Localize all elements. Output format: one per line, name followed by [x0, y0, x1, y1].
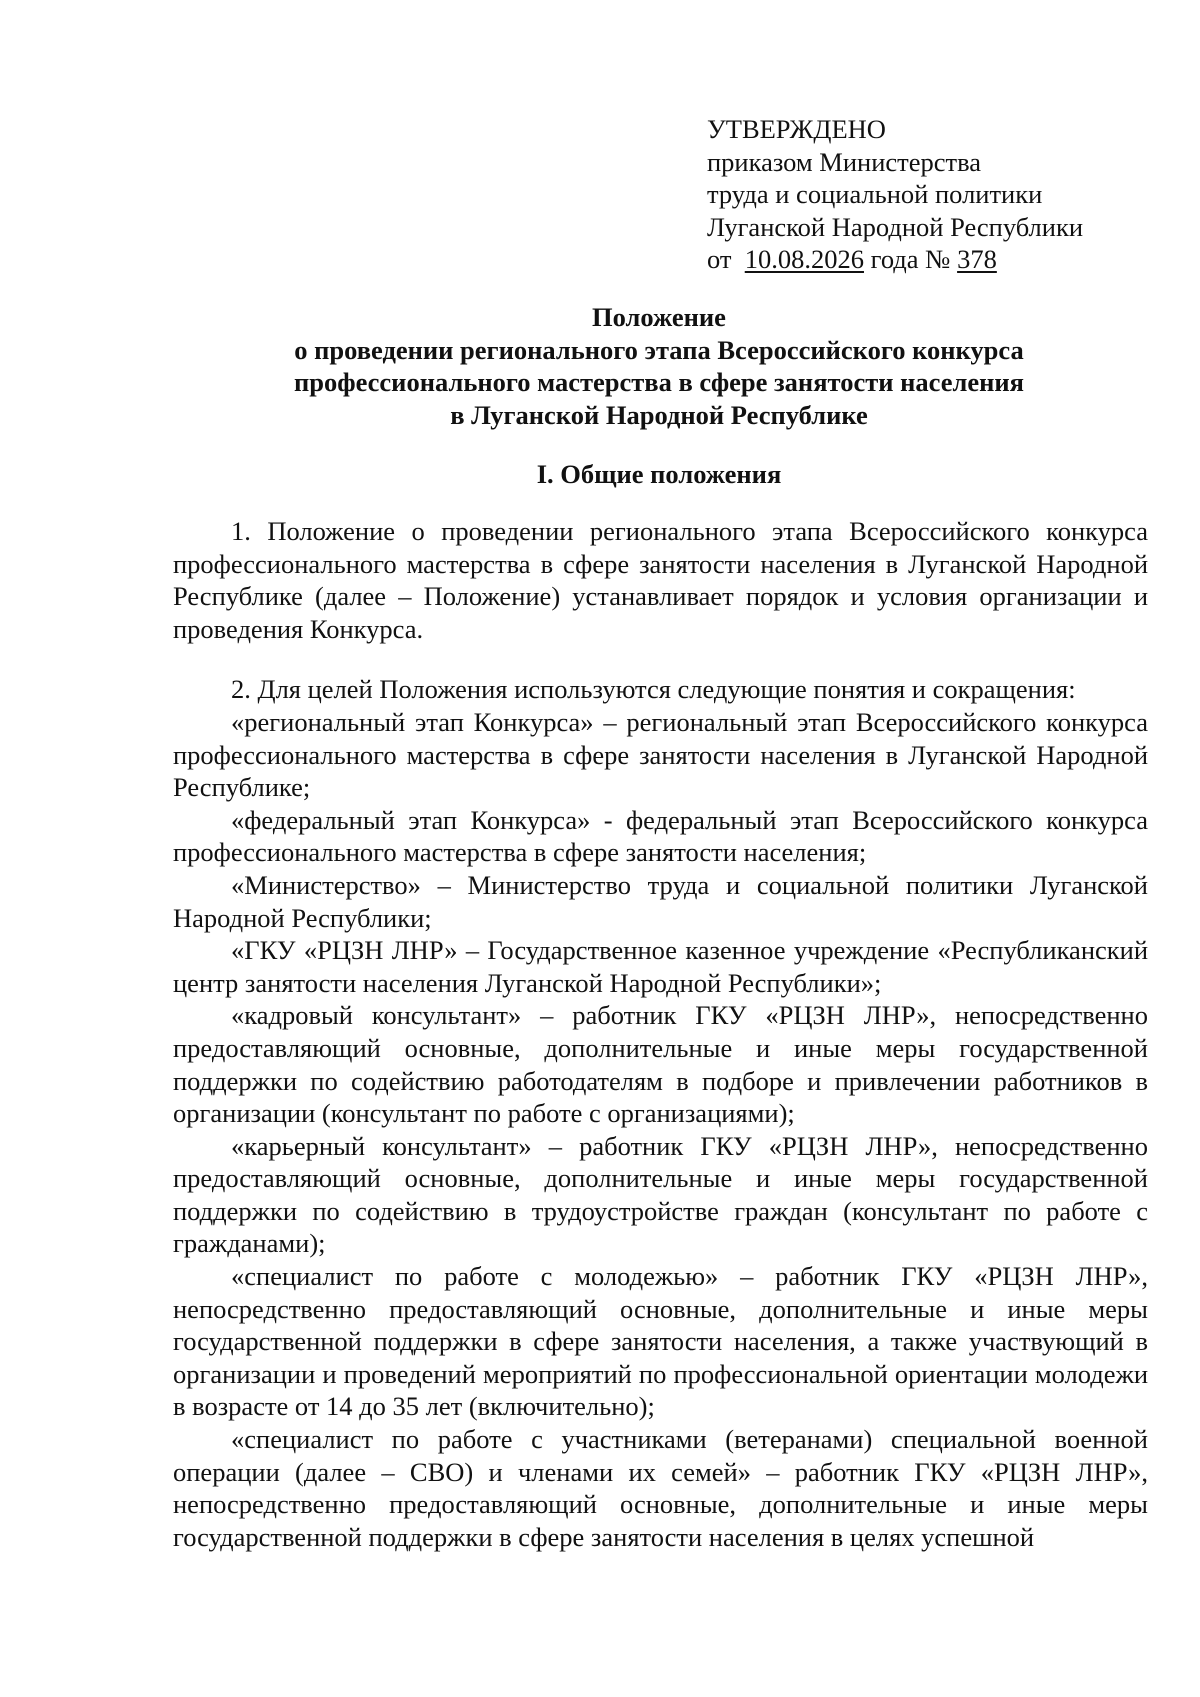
definition-item: «карьерный консультант» – работник ГКУ «РЦЗН ЛНР», непосредственно предоставляющий основные, дополнительные и иные меры государственной поддержки по содействию в трудоустройстве граждан (консультант по работе с гражданами); — [173, 1130, 1148, 1259]
title-line: о проведении регионального этапа Всероссийского конкурса — [294, 334, 1024, 365]
paragraph: 2. Для целей Положения используются следующие понятия и сокращения: — [231, 674, 1076, 705]
approval-heading: УТВЕРЖДЕНО — [707, 114, 886, 144]
approval-line: труда и социальной политики — [707, 179, 1043, 210]
definition-item: «ГКУ «РЦЗН ЛНР» – Государственное казенное учреждение «Республиканский центр занятости населения Луганской Народной Республики»; — [173, 935, 1148, 998]
title-line: Положение — [592, 302, 726, 332]
approval-line: приказом Министерства — [707, 146, 982, 177]
paragraph: 1. Положение о проведении регионального этапа Всероссийского конкурса профессионального мастерства в сфере занятости населения в Луганской Народной Республике (далее – Положение) устанавливает порядок и условия организации и проведения Конкурса. — [173, 516, 1148, 644]
order-number: 378 — [957, 244, 997, 275]
section-heading: I. Общие положения — [536, 459, 782, 489]
definition-item: «специалист по работе с участниками (ветеранами) специальной военной операции (далее – СВО) и членами их семей» – работник ГКУ «РЦЗН ЛНР», непосредственно предоставляющий основные, дополнительные и иные меры государственной поддержки в сфере занятости населения в целях успешной — [173, 1424, 1148, 1552]
approval-line: Луганской Народной Республики — [707, 211, 1084, 242]
approval-stamp — [707, 113, 1167, 276]
date-mid: года № — [870, 244, 951, 275]
definition-item: «федеральный этап Конкурса» - федеральный этап Всероссийского конкурса профессионального мастерства в сфере занятости населения; — [173, 804, 1148, 868]
document-body — [173, 515, 1148, 1553]
definition-item: «кадровый консультант» – работник ГКУ «РЦЗН ЛНР», непосредственно предоставляющий основные, дополнительные и иные меры государственной поддержки по содействию работодателям в подборе и привлечении работников в организации (консультант по работе с организациями); — [173, 1000, 1148, 1129]
title-line: профессионального мастерства в сфере занятости населения — [293, 367, 1025, 398]
approval-date-line — [707, 243, 1167, 276]
order-date: 10.08.2026 — [744, 244, 864, 275]
definition-item: «Министерство» – Министерство труда и социальной политики Луганской Народной Республики; — [173, 869, 1148, 933]
definition-item: «региональный этап Конкурса» – региональный этап Всероссийского конкурса профессионального мастерства в сфере занятости населения в Луганской Народной Республике; — [173, 706, 1148, 803]
document-title — [170, 301, 1148, 431]
definition-item: «специалист по работе с молодежью» – работник ГКУ «РЦЗН ЛНР», непосредственно предоставляющий основные, дополнительные и иные меры государственной поддержки в сфере занятости населения, а также участвующий в организации и проведений мероприятий по профессиональной ориентации молодежи в возрасте от 14 до 35 лет (включительно); — [173, 1261, 1148, 1422]
title-line: в Луганской Народной Республике — [450, 399, 868, 430]
date-prefix: от — [707, 244, 732, 275]
